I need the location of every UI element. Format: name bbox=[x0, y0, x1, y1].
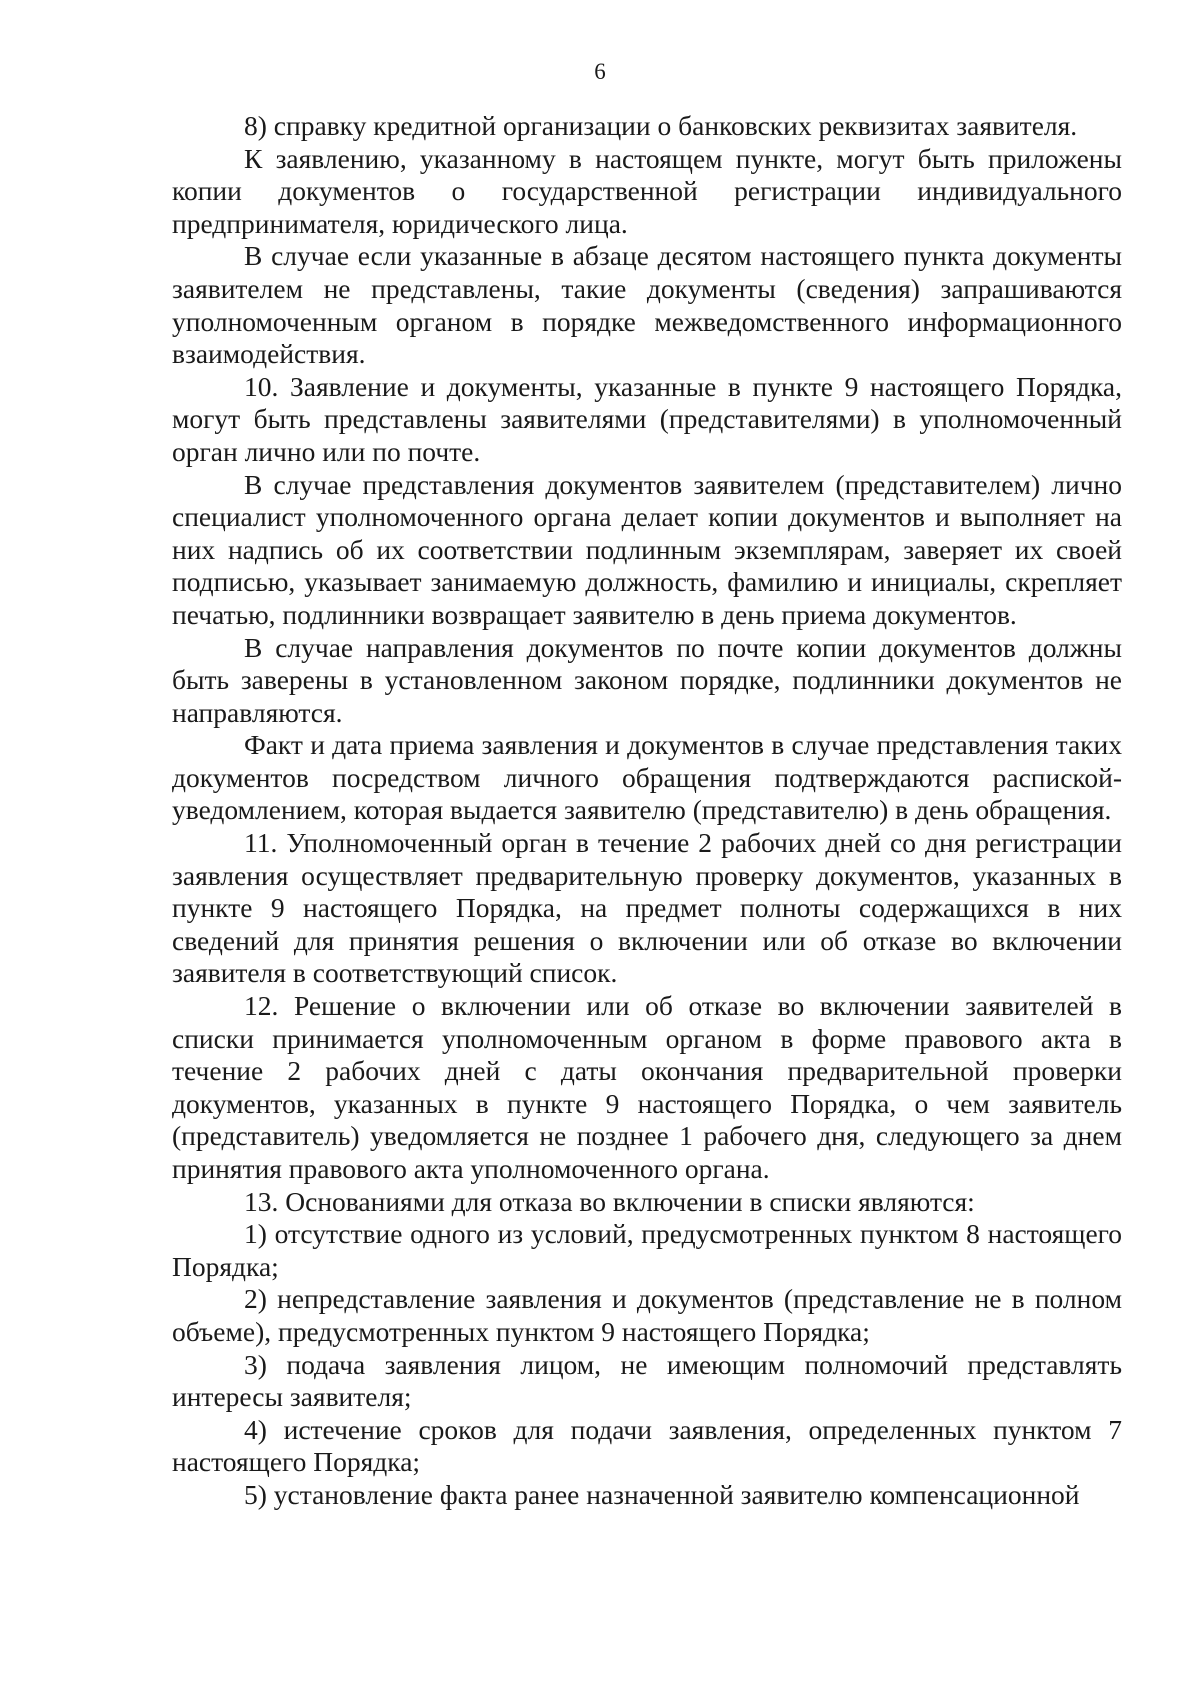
paragraph-refusal-ground-5: 5) установление факта ранее назначенной заявителю компенсационной bbox=[244, 1478, 1080, 1510]
paragraph-item-8: 8) справку кредитной организации о банковских реквизитах заявителя. bbox=[244, 110, 1078, 141]
paragraph-attachments-note: К заявлению, указанному в настоящем пункте, могут быть приложены копии документов о государственной регистрации индивидуального предпринимателя, юридического лица. bbox=[172, 142, 1122, 239]
paragraph-receipt-confirmation: Факт и дата приема заявления и документов в случае представления таких документов посредством личного обращения подтверждаются распиской-уведомлением, которая выдается заявителю (представителю) в день обращения. bbox=[172, 729, 1122, 826]
paragraph-refusal-ground-2: 2) непредставление заявления и документов (представление не в полном объеме), предусмотренных пунктом 9 настоящего Порядка; bbox=[172, 1283, 1122, 1347]
document-body bbox=[172, 110, 1122, 1512]
paragraph-clause-10: 10. Заявление и документы, указанные в пункте 9 настоящего Порядка, могут быть представлены заявителями (представителями) в уполномоченный орган лично или по почте. bbox=[172, 370, 1122, 467]
paragraph-refusal-ground-1: 1) отсутствие одного из условий, предусмотренных пунктом 8 настоящего Порядка; bbox=[172, 1218, 1122, 1282]
paragraph-refusal-ground-3: 3) подача заявления лицом, не имеющим полномочий представлять интересы заявителя; bbox=[172, 1348, 1122, 1413]
paragraph-clause-11: 11. Уполномоченный орган в течение 2 рабочих дней со дня регистрации заявления осуществляет предварительную проверку документов, указанных в пункте 9 настоящего Порядка, на предмет полноты содержащихся в них сведений для принятия решения о включении или об отказе во включении заявителя в соответствующий список. bbox=[172, 827, 1122, 989]
page-number: 6 bbox=[594, 59, 606, 84]
paragraph-interagency-request: В случае если указанные в абзаце десятом настоящего пункта документы заявителем не представлены, такие документы (сведения) запрашиваются уполномоченным органом в порядке межведомственного информационного взаимодействия. bbox=[172, 240, 1122, 370]
paragraph-in-person-submission: В случае представления документов заявителем (представителем) лично специалист уполномоченного органа делает копии документов и выполняет на них надпись об их соответствии подлинным экземплярам, заверяет их своей подписью, указывает занимаемую должность, фамилию и инициалы, скрепляет печатью, подлинники возвращает заявителю в день приема документов. bbox=[172, 468, 1122, 630]
paragraph-mail-submission: В случае направления документов по почте копии документов должны быть заверены в установленном законом порядке, подлинники документов не направляются. bbox=[172, 631, 1122, 728]
paragraph-clause-12: 12. Решение о включении или об отказе во включении заявителей в списки принимается уполномоченным органом в форме правового акта в течение 2 рабочих дней с даты окончания предварительной проверки документов, указанных в пункте 9 настоящего Порядка, о чем заявитель (представитель) уведомляется не позднее 1 рабочего дня, следующего за днем принятия правового акта уполномоченного органа. bbox=[172, 990, 1122, 1184]
paragraph-clause-13: 13. Основаниями для отказа во включении в списки являются: bbox=[244, 1185, 975, 1217]
paragraph-refusal-ground-4: 4) истечение сроков для подачи заявления, определенных пунктом 7 настоящего Порядка; bbox=[172, 1413, 1122, 1478]
